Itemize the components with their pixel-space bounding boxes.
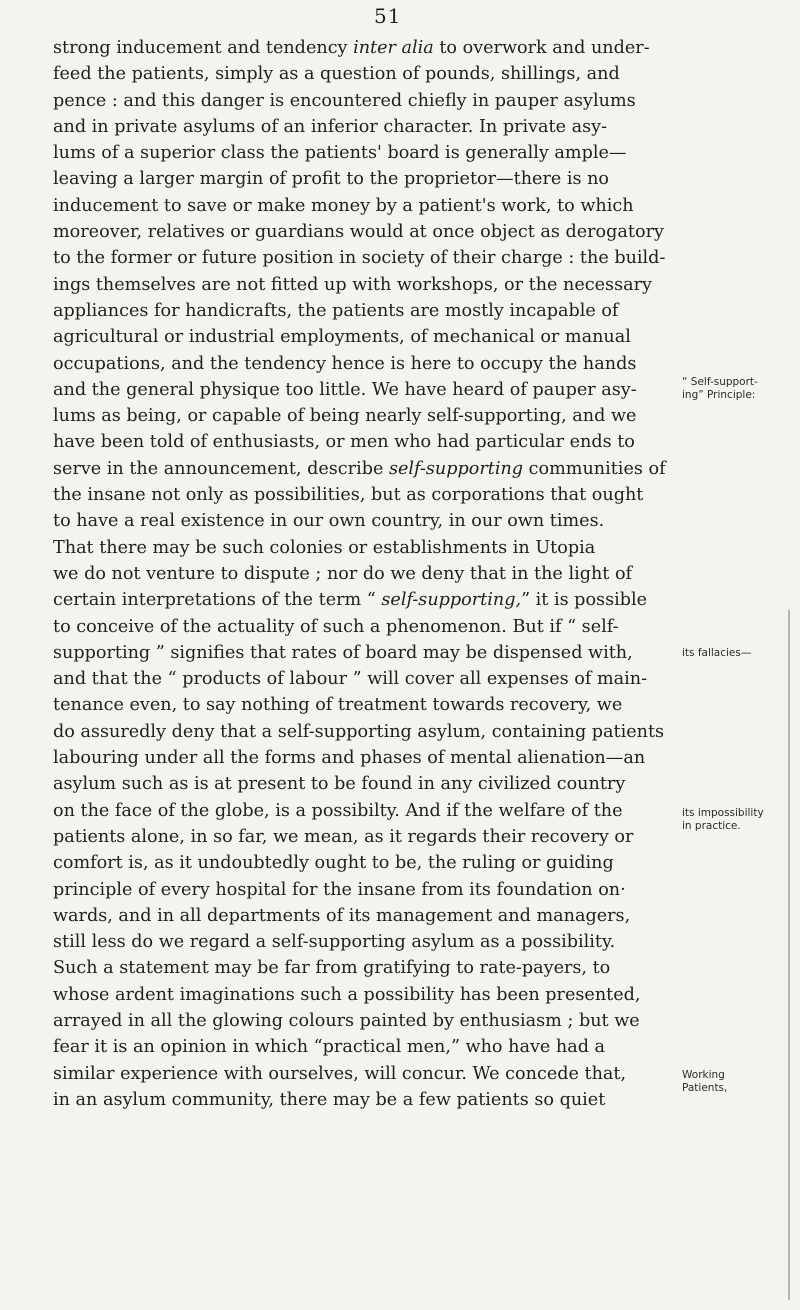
page-number: 51: [374, 4, 402, 28]
text-line: [53, 745, 675, 771]
text-line: [53, 429, 675, 455]
text-line: [53, 955, 675, 981]
margin-note-line: Patients,: [682, 1081, 728, 1094]
text-line: [53, 456, 675, 482]
text-segment: feed the patients, simply as a question of pounds, shillings, and: [53, 64, 620, 85]
text-line: [53, 166, 675, 192]
text-line: [53, 324, 675, 350]
text-segment: pence : and this danger is encountered chiefly in pauper asylums: [53, 90, 636, 111]
margin-note-impossibility: [682, 807, 800, 832]
text-segment: comfort is, as it undoubtedly ought to be, the ruling or guiding: [53, 853, 614, 874]
margin-note-line: in practice.: [682, 819, 741, 832]
text-line: [53, 88, 675, 114]
text-line: [53, 771, 675, 797]
text-line: [53, 561, 675, 587]
text-line: [53, 929, 675, 955]
text-segment: lums of a superior class the patients' board is generally ample—: [53, 143, 627, 164]
text-segment: fear it is an opinion in which “practical men,” who have had a: [53, 1037, 606, 1058]
text-line: [53, 298, 675, 324]
text-segment: arrayed in all the glowing colours painted by enthusiasm ; but we: [53, 1010, 640, 1031]
text-line: [53, 692, 675, 718]
text-line: [53, 850, 675, 876]
text-line: [53, 640, 675, 666]
text-segment: certain interpretations of the term “: [53, 590, 382, 611]
italic-term: inter alia: [353, 38, 434, 58]
text-line: [53, 798, 675, 824]
text-segment: patients alone, in so far, we mean, as it regards their recovery or: [53, 826, 634, 847]
margin-note-line: its fallacies—: [682, 647, 752, 659]
text-segment: to overwork and under-: [433, 38, 650, 58]
text-segment: ings themselves are not fitted up with workshops, or the necessary: [53, 274, 652, 295]
text-line: [53, 877, 675, 903]
text-segment: asylum such as is at present to be found in any civilized country: [53, 774, 626, 795]
text-segment: strong inducement and tendency: [53, 38, 354, 58]
text-line: [53, 587, 675, 613]
text-line: [53, 719, 675, 745]
text-segment: similar experience with ourselves, will concur. We concede that,: [53, 1063, 627, 1084]
text-line: [53, 508, 675, 534]
italic-term: self-supporting,: [381, 590, 522, 611]
page-edge-rule: [788, 610, 790, 1300]
text-line: [53, 482, 675, 508]
text-segment: have been told of enthusiasts, or men who had particular ends to: [53, 432, 635, 453]
italic-term: self-supporting: [388, 458, 524, 479]
text-segment: and the general physique too little. We have heard of pauper asy-: [53, 379, 637, 400]
text-segment: lums as being, or capable of being nearly self-supporting, and we: [53, 406, 637, 427]
text-segment: in an asylum community, there may be a few patients so quiet: [53, 1089, 606, 1110]
text-line: [53, 614, 675, 640]
text-segment: inducement to save or make money by a patient's work, to which: [53, 195, 634, 216]
text-segment: to have a real existence in our own country, in our own times.: [53, 511, 605, 532]
text-line: [53, 1087, 675, 1113]
text-line: [53, 114, 675, 140]
margin-note-line: its impossibility: [682, 807, 764, 819]
text-segment: agricultural or industrial employments, of mechanical or manual: [53, 327, 631, 348]
text-segment: labouring under all the forms and phases of mental alienation—an: [53, 748, 646, 769]
text-line: [53, 245, 675, 271]
text-line: [53, 982, 675, 1008]
text-segment: Such a statement may be far from gratifying to rate-payers, to: [53, 958, 611, 979]
text-segment: principle of every hospital for the insane from its foundation on·: [53, 879, 626, 900]
text-segment: That there may be such colonies or establishments in Utopia: [53, 537, 596, 558]
text-segment: and that the “ products of labour ” will cover all expenses of main-: [53, 669, 648, 690]
text-line: [53, 61, 675, 87]
margin-note-fallacies: [682, 647, 800, 660]
text-segment: whose ardent imaginations such a possibility has been presented,: [53, 984, 641, 1005]
text-line: [53, 193, 675, 219]
text-line: [53, 403, 675, 429]
margin-note-self-supporting: [682, 376, 800, 401]
text-line: [53, 535, 675, 561]
margin-note-line: “ Self-support-: [682, 376, 758, 388]
text-line: [53, 219, 675, 245]
text-segment: tenance even, to say nothing of treatment towards recovery, we: [53, 695, 623, 716]
text-segment: do assuredly deny that a self-supporting asylum, containing patients: [53, 721, 665, 742]
text-segment: moreover, relatives or guardians would at once object as derogatory: [53, 222, 664, 243]
margin-note-line: Working: [682, 1069, 725, 1081]
text-segment: to conceive of the actuality of such a phenomenon. But if “ self-: [53, 616, 619, 637]
margin-note-working-patients: [682, 1069, 800, 1094]
text-segment: communities of: [523, 458, 666, 479]
text-segment: we do not venture to dispute ; nor do we deny that in the light of: [53, 563, 633, 584]
text-segment: the insane not only as possibilities, but as corporations that ought: [53, 485, 644, 506]
text-segment: serve in the announcement, describe: [53, 458, 389, 479]
text-segment: leaving a larger margin of profit to the proprietor—there is no: [53, 169, 610, 190]
text-segment: appliances for handicrafts, the patients are mostly incapable of: [53, 300, 619, 321]
text-line: [53, 1008, 675, 1034]
text-segment: wards, and in all departments of its management and managers,: [53, 905, 631, 926]
text-line: [53, 377, 675, 403]
text-line: [53, 824, 675, 850]
margin-note-line: ing” Principle:: [682, 388, 756, 401]
text-line: [53, 666, 675, 692]
text-line: [53, 35, 675, 61]
text-line: [53, 272, 675, 298]
text-segment: still less do we regard a self-supporting asylum as a possibility.: [53, 932, 616, 953]
text-segment: supporting ” signifies that rates of board may be dispensed with,: [53, 642, 633, 663]
text-segment: ” it is possible: [521, 590, 648, 611]
text-line: [53, 1034, 675, 1060]
text-line: [53, 351, 675, 377]
text-segment: to the former or future position in society of their charge : the build-: [53, 248, 666, 269]
text-segment: on the face of the globe, is a possibilty. And if the welfare of the: [53, 800, 623, 821]
text-line: [53, 140, 675, 166]
text-segment: and in private asylums of an inferior character. In private asy-: [53, 116, 608, 137]
body-text: [53, 35, 675, 1113]
text-line: [53, 903, 675, 929]
text-line: [53, 1061, 675, 1087]
text-segment: occupations, and the tendency hence is here to occupy the hands: [53, 353, 637, 374]
